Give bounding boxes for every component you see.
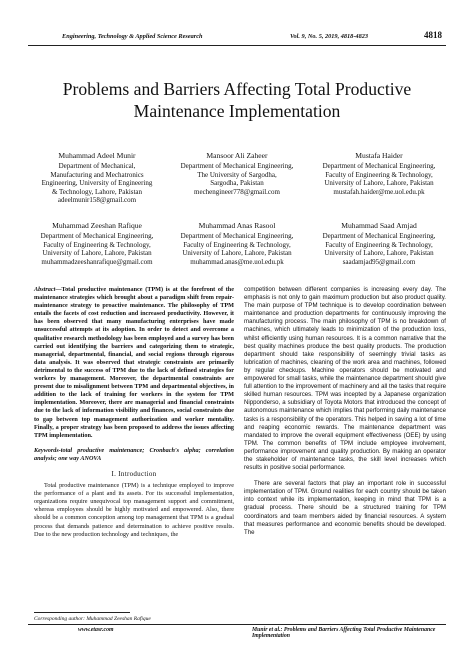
running-header [28,30,446,44]
author-affiliation-line: Sargodha, Pakistan [210,179,264,188]
author-name: Mustafa Haider [355,151,403,160]
left-column [34,286,234,539]
author-affiliation-line: Engineering, University of Engineering [41,179,153,188]
author-affiliation-line: The University of Sargodha, [197,170,277,179]
header-rule [28,45,446,46]
author-email[interactable]: muhammad.anas@me.uol.edu.pk [190,257,284,266]
author-affiliation-line: & Technology, Lahore, Pakistan [51,187,143,196]
author-name: Mansoor Ali Zaheer [206,151,268,160]
body-paragraph: There are several factors that play an important role in successful implementation of TPM. Ground realities for each country should be taken into context while its implementation, keeping in mind that TPM is a gradual process. There should be a structured training for TPM coordinators and team members aided by financial resources. A system that measures performance and economic benefits should be developed. The [244,480,446,536]
volume-info: Vol. 9, No. 5, 2019, 4818-4823 [290,33,369,40]
keywords-text: -total productive maintenance; Cronbach's alpha; correlation analysis; one way ANOVA [34,446,234,462]
section-heading: I. Introduction [111,469,157,478]
author-name: Muhammad Saad Amjad [341,221,417,230]
author-affiliation-line: Faculty of Engineering & Technology, [43,240,151,249]
abstract [34,286,234,440]
author-name: Muhammad Zeeshan Rafique [52,221,142,230]
author-affiliation-line: Faculty of Engineering & Technology, [183,240,291,249]
author-affiliation-line: University of Lahore, Lahore, Pakistan [182,249,292,258]
author-email[interactable]: muhammadzeeshanrafique@gmail.com [41,257,153,266]
footnote-rule [34,612,130,613]
author-name: Muhammad Anas Rasool [198,221,276,230]
author-email[interactable]: mustafah.haider@me.uol.edu.pk [333,187,425,196]
corresponding-author-note: Corresponding author: Muhammad Zeeshan Rafique [34,616,151,622]
author-affiliation-line: Faculty of Engineering & Technology, [325,240,433,249]
footer-citation: Munir et al.: Problems and Barriers Affecting Total Productive Maintenance Implementation [252,627,436,639]
author-email[interactable]: mechengineer778@gmail.com [194,187,280,196]
journal-website-link[interactable]: www.etasr.com [78,627,114,633]
author-affiliation-line: Faculty of Engineering & Technology, [325,170,433,179]
author-affiliation-line: Department of Mechanical Engineering, [180,162,294,171]
body-paragraph: competition between different companies is increasing every day. The emphasis is not only to gain maximum production but also product quality. The main purpose of TPM technique is to develop coordination between maintenance and production departments for continuously improving the manufacturing process. The main philosophy of TPM is no breakdown of machines, which ultimately leads to minimization of the production loss, whilst efficiently using human resources. It is a common narrative that the best quality machines produce the best quality products. The production department should take responsibility of seemingly trivial tasks as lubrication of machines, cleaning of the work area and machines, followed by regular checkups. Machine operators should be motivated and empowered for small tasks, while the maintenance department should give full attention to the improvement of machinery and all the tasks that require skilled human resources. TPM was incepted by a Japanese organization Nipponderso, a subsidiary of Toyota Motors that introduced the concept of autonomous maintenance which implies that performing daily maintenance tasks is a responsibility of the operators. This helped in saving a lot of time and reaping economic rewards. The maintenance department was mandated to improve the overall equipment effectiveness (OEE) by using TPM. The common benefits of TPM include employee involvement, performance improvement and quality production. By making an operator the stakeholder of maintenance tasks, the skill level increases which results in positive social performance. [244,286,446,472]
author-affiliation-line: Manufacturing and Mechatronics [50,170,144,179]
journal-name: Engineering, Technology & Applied Science Research [62,33,203,40]
keywords [34,447,234,463]
author-block [162,152,312,196]
author-affiliation-line: Department of Mechanical Engineering, [40,232,154,241]
author-affiliation-line: University of Lahore, Lahore, Pakistan [324,249,434,258]
paper-title: Problems and Barriers Affecting Total Productive Maintenance Implementation [62,79,412,121]
author-block [22,222,172,266]
author-block [22,152,172,205]
author-block [304,152,454,196]
footer-rule [28,624,446,625]
abstract-text: —Total productive maintenance (TPM) is at the forefront of the maintenance strategies which brought about a paradigm shift from repair-maintenance strategy to proactive maintenance. The philosophy of TPM entails the facets of cost reduction and increased productivity. However, it has been observed that many manufacturing enterprises have made unsuccessful attempts at its adoption. In order to detect and overcome a qualitative research methodology has been employed and a survey has been carried out identifying the barriers and categorizing them to strategic, managerial, departmental, financial, and social regions through rigorous data analysis. It was observed that strategic constraints are primarily detrimental to the success of TPM due to the lack of defined strategies for workers by management. Moreover, the departmental constraints are present due to misalignment between TPM and departmental objectives, in addition to the lack of training for workers in the system for TPM implementation. Moreover, there are managerial and financial constraints due to the lack of information visibility and finances, social constraints due to gap between top management authorization and worker mentality. Finally, a proper strategy has been proposed to address the issues affecting TPM implementation. [34,286,234,439]
introduction-paragraph: Total productive maintenance (TPM) is a technique employed to improve the performance of a plant and its assets. For its successful implementation, organizations require unequivocal top management support and commitment, whereas employees should be highly motivated and empowered. Also, there should be a common conception among top management that TPM is a gradual process that demands patience and determination to achieve positive results. Due to the new production technology and techniques, the [34,482,234,538]
keywords-label: Keywords [34,446,59,454]
author-block [304,222,454,266]
author-affiliation-line: University of Lahore, Lahore, Pakistan [324,179,434,188]
page-number: 4818 [424,30,442,40]
right-column [244,286,446,537]
author-affiliation-line: Department of Mechanical, [58,162,136,171]
author-email[interactable]: adeelmunir158@gmail.com [57,196,137,205]
author-affiliation-line: Department of Mechanical Engineering, [180,232,294,241]
author-affiliation-line: University of Lahore, Lahore, Pakistan [42,249,152,258]
author-block [162,222,312,266]
author-email[interactable]: saadamjad95@gmail.com [342,257,416,266]
author-affiliation-line: Department of Mechanical Engineering, [322,162,436,171]
abstract-label: Abstract [34,286,56,293]
author-affiliation-line: Department of Mechanical Engineering, [322,232,436,241]
author-name: Muhammad Adeel Munir [58,151,136,160]
